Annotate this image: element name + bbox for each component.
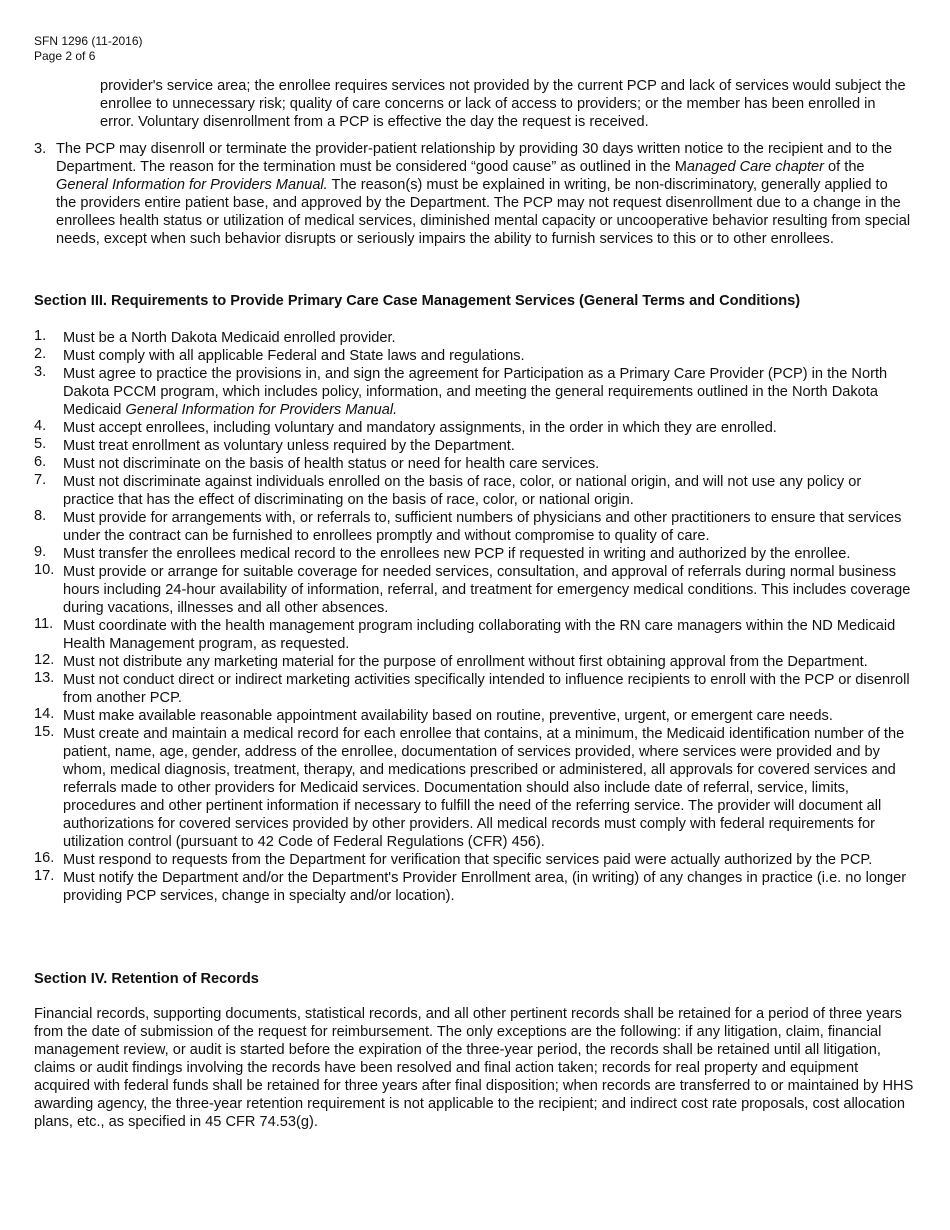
list-item-text: Must not discriminate on the basis of health status or need for health care services. [63,456,600,472]
list-item [34,365,914,419]
list-item [34,509,914,545]
list-item-text: Must not conduct direct or indirect marketing activities specifically intended to influence recipients to enroll with the PCP or disenroll from another PCP. [63,672,910,706]
list-item [34,455,914,473]
list-item-number: 8. [34,508,47,524]
list-item-number: 12. [34,652,55,668]
list-item-text: Must provide for arrangements with, or referrals to, sufficient numbers of physicians and other practitioners to ensure that services under the contract can be furnished to enrollees promptly and without compromise to quality of care. [63,510,902,544]
page-header [34,34,143,64]
list-item [34,851,914,869]
list-item-number: 10. [34,562,55,578]
list-item [34,545,914,563]
list-item-disenroll [34,140,912,248]
list-item-text: Must agree to practice the provisions in, and sign the agreement for Participation as a Primary Care Provider (PCP) in the North Dakota PCCM program, which includes policy, information, and meeting the general requirements outlined in the North Dakota Medicaid [63,366,888,418]
list-item-italic-text: General Information for Providers Manual. [125,402,398,418]
list-item [34,329,914,347]
list-item [34,725,914,851]
list-item-number: 14. [34,706,55,722]
continued-paragraph: provider's service area; the enrollee requires services not provided by the current PCP and lack of services would subject the enrollee to unnecessary risk; quality of care concerns or lack of access to providers; or the member has been enrolled in error. Voluntary disenrollment from a PCP is effective the day the request is received. [100,78,906,130]
list-item-text: Must notify the Department and/or the Department's Provider Enrollment area, (in writing) of any changes in practice (i.e. no longer providing PCP services, change in specialty and/or location). [63,870,907,904]
list-item-text: Must be a North Dakota Medicaid enrolled provider. [63,330,396,346]
list-item [34,347,914,365]
list-item [34,419,914,437]
list-item [34,437,914,455]
list-item-text: Must coordinate with the health management program including collaborating with the RN care managers within the ND Medicaid Health Management program, as requested. [63,618,896,652]
list-item [34,671,914,707]
list-item [34,617,914,653]
list-item-text: Must comply with all applicable Federal and State laws and regulations. [63,348,525,364]
section-4-title: Section IV. Retention of Records [34,971,259,987]
list-item [34,707,914,725]
list-item-number: 4. [34,418,47,434]
list-item [34,653,914,671]
list-item-number: 16. [34,850,55,866]
list-item-text: Must treat enrollment as voluntary unless required by the Department. [63,438,515,454]
list-item [34,563,914,617]
list-item-number: 13. [34,670,55,686]
list-item [34,473,914,509]
section-3-requirements-list [34,329,914,905]
list-item-text: Must respond to requests from the Department for verification that specific services paid were actually authorized by the PCP. [63,852,873,868]
list-item-text: Must not distribute any marketing material for the purpose of enrollment without first obtaining approval from the Department. [63,654,868,670]
form-number: SFN 1296 (11-2016) [34,34,143,48]
list-item-text: Must not discriminate against individuals enrolled on the basis of race, color, or national origin, and will not use any policy or practice that has the effect of discriminating on the basis of race, color, or national origin. [63,474,862,508]
list-item-number: 5. [34,436,47,452]
list-item-number: 3. [34,141,47,157]
list-item-text: Must provide or arrange for suitable coverage for needed services, consultation, and approval of referrals during normal business hours including 24-hour availability of information, referral, and treatment for emergency medical conditions. This includes coverage during vacations, illnesses and all other absences. [63,564,911,616]
list-item-text: The PCP may disenroll or terminate the provider-patient relationship by providing 30 days written notice to the recipient and to the Department. The reason for the termination must be considered “good cause” as outlined in the Managed Care chapter of the General Information for Providers Manual. The reason(s) must be explained in writing, be non-discriminatory, generally applied to the providers entire patient base, and approved by the Department. The PCP may not request disenrollment due to a change in the enrollees health status or utilization of medical services, diminished mental capacity or uncooperative behavior resulting from special needs, except when such behavior disrupts or seriously impairs the ability to furnish services to this or to other enrollees. [56,141,911,247]
list-item-number: 6. [34,454,47,470]
list-item-number: 7. [34,472,47,488]
list-item-text: Must make available reasonable appointment availability based on routine, preventive, urgent, or emergent care needs. [63,708,833,724]
list-item-text: Must create and maintain a medical record for each enrollee that contains, at a minimum, the Medicaid identification number of the patient, name, age, gender, address of the enrollee, documentation of services provided, where services were provided and by whom, medical diagnosis, treatment, therapy, and medications prescribed or administered, all approvals for covered services and referrals made to other providers for Medicaid services. Documentation should also include date of referral, service, limits, procedures and other pertinent information if necessary to fulfill the need of the referring service. The provider will document all authorizations for covered services provided by other providers. All medical records must comply with federal requirements for utilization control (pursuant to 42 Code of Federal Regulations (CFR) 456). [63,726,905,850]
list-item-number: 9. [34,544,47,560]
list-item-number: 11. [34,616,54,632]
list-item-number: 2. [34,346,47,362]
page-number: Page 2 of 6 [34,49,96,63]
list-item-number: 3. [34,364,47,380]
list-item-text: Must transfer the enrollees medical record to the enrollees new PCP if requested in writing and authorized by the enrollee. [63,546,851,562]
list-item-number: 15. [34,724,55,740]
section-4-paragraph: Financial records, supporting documents, statistical records, and all other pertinent records shall be retained for a period of three years from the date of submission of the request for reimbursement. The only exceptions are the following: if any litigation, claim, financial management review, or audit is started before the expiration of the three-year period, the records shall be retained until all litigation, claims or audit findings involving the records have been resolved and final action taken; records for real property and equipment acquired with federal funds shall be retained for three years after final disposition; when records are transferred to or maintained by HHS awarding agency, the three-year retention requirement is not applicable to the recipient; and indirect cost rate proposals, cost allocation plans, etc., as specified in 45 CFR 74.53(g). [34,1006,914,1130]
list-item-number: 17. [34,868,55,884]
section-3-title: Section III. Requirements to Provide Primary Care Case Management Services (General Terms and Conditions) [34,293,801,309]
list-item [34,869,914,905]
list-item-number: 1. [34,328,47,344]
list-item-text: Must accept enrollees, including voluntary and mandatory assignments, in the order in which they are enrolled. [63,420,777,436]
